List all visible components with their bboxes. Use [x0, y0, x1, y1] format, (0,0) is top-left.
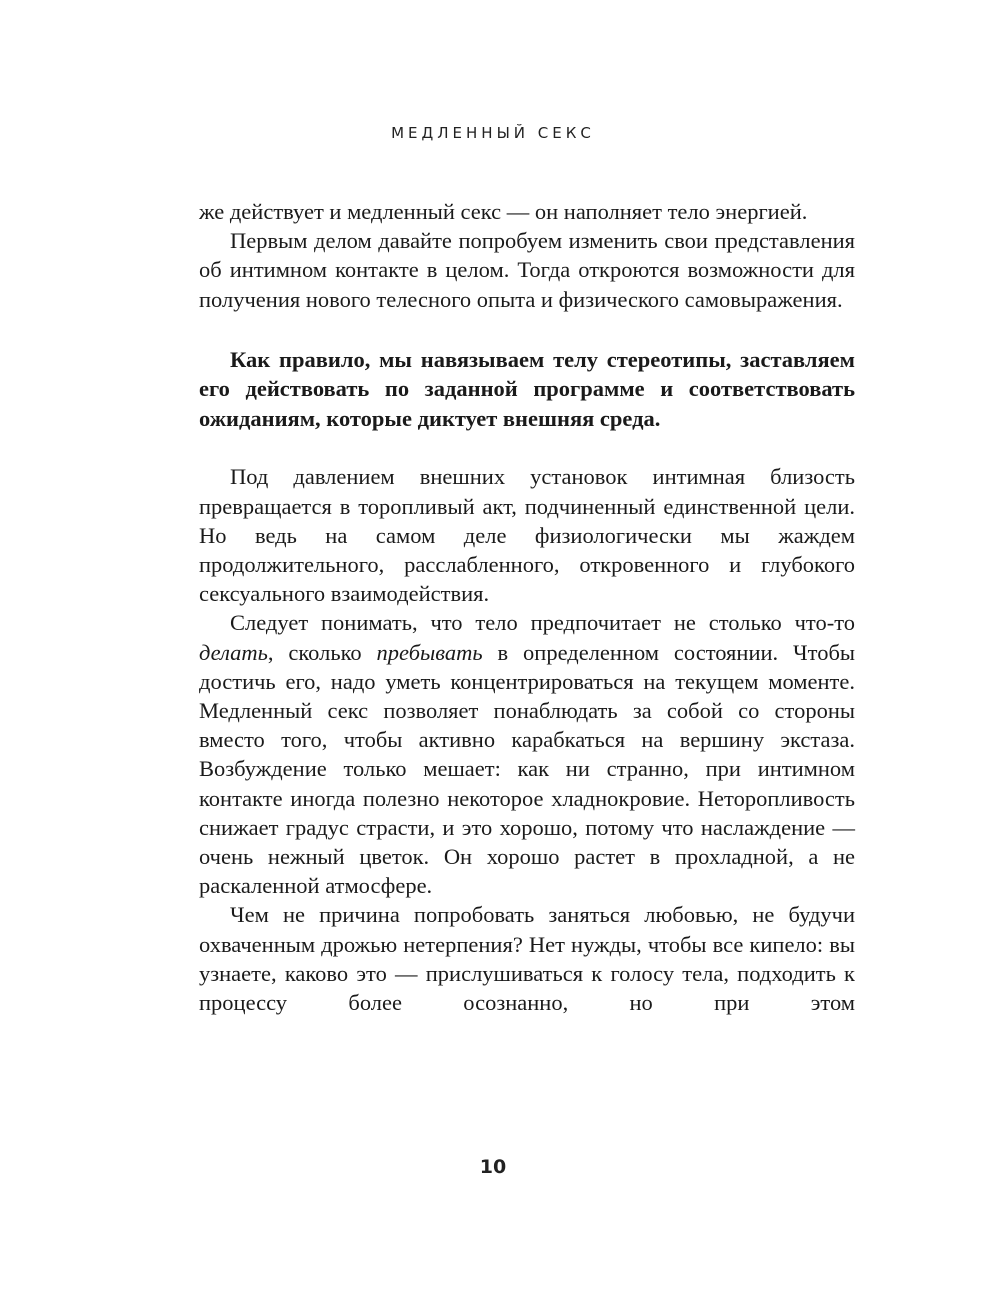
page-number: 10: [479, 1156, 507, 1178]
paragraph-continuation: же действует и медленный секс — он наполняет тело энергией.: [199, 199, 808, 224]
running-header: МЕДЛЕННЫЙ СЕКС: [391, 124, 595, 142]
paragraph: Под давлением внешних установок интимная близость превращается в торопливый акт, подчиненный единственной цели. Но ведь на самом деле физиологически мы жаждем продолжительного, расслабленного, откровенного и глубокого сексуального взаимодействия.: [199, 464, 855, 607]
paragraph-text: , сколько: [267, 639, 377, 665]
paragraph: Первым делом давайте попробуем изменить свои представления об интимном контакте в целом. Тогда откроются возможности для получения нового телесного опыта и физического самовыражения.: [199, 228, 855, 312]
paragraph-text: Следует понимать, что тело предпочитает не столько что-то: [230, 610, 855, 636]
page-body: [199, 197, 855, 1017]
italic-word: делать: [199, 639, 268, 665]
paragraph: Чем не причина попробовать заняться любовью, не будучи охваченным дрожью нетерпения? Нет нужды, чтобы все кипело: вы узнаете, каково это — прислушиваться к голосу тела, подходить к процессу более осознанно, но при этом: [199, 902, 855, 1015]
italic-word: пребывать: [376, 639, 483, 665]
paragraph-text: в определенном состоянии. Чтобы достичь его, надо уметь концентрироваться на текущем моменте. Медленный секс позволяет понаблюдать за собой со стороны вместо того, чтобы активно карабкаться на вершину экстаза. Возбуждение только мешает: как ни странно, при интимном контакте иногда полезно некоторое хладнокровие. Неторопливость снижает градус страсти, и это хорошо, потому что наслаждение — очень нежный цветок. Он хорошо растет в прохладной, а не раскаленной атмосфере.: [199, 639, 856, 899]
paragraph: [199, 608, 855, 900]
highlighted-quote: Как правило, мы навязываем телу стереотипы, заставляем его действовать по заданной программе и соответствовать ожиданиям, которые диктует внешняя среда.: [199, 346, 855, 431]
